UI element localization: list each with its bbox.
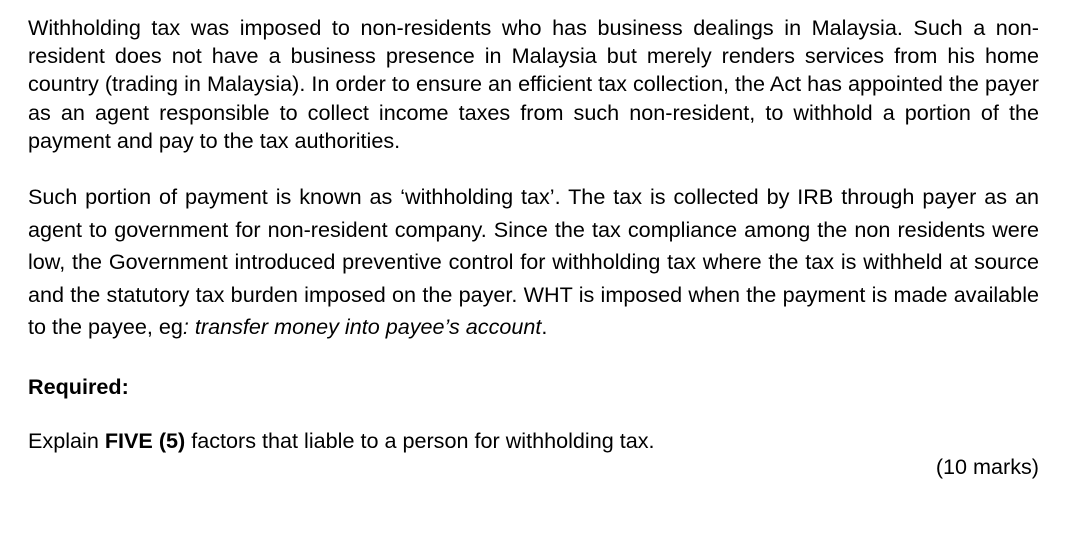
question-emphasis: FIVE (5) bbox=[104, 427, 186, 453]
marks-allocation: (10 marks) bbox=[935, 453, 1039, 479]
intro-paragraph bbox=[28, 14, 1039, 155]
withholding-tax-paragraph bbox=[28, 181, 1039, 344]
intro-paragraph-text: Withholding tax was imposed to non-residents who has business dealings in Malaysia. Such a non-resident does not have a business presence in Malaysia but merely renders services from his home country (trading in Malaysia). In order to ensure an efficient tax collection, the Act has appointed the payer as an agent responsible to collect income taxes from such non-resident, to withhold a portion of the payment and pay to the tax authorities. bbox=[28, 15, 1039, 153]
eg-letter: g bbox=[170, 314, 183, 340]
question-prefix: Explain bbox=[28, 427, 105, 453]
question-suffix: factors that liable to a person for withholding tax. bbox=[185, 427, 655, 453]
withholding-tax-paragraph-text: Such portion of payment is known as ‘withholding tax’. The tax is collected by IRB through payer as an agent to government for non-resident company. Since the tax compliance among the non residents were low, the Government introduced preventive control for withholding tax where the tax is withheld at source and the statutory tax burden imposed on the payer. WHT is imposed when the payment is made available to the payee, e bbox=[28, 184, 1039, 340]
example-italic: : transfer money into payee’s account bbox=[182, 314, 542, 340]
paragraph-period: . bbox=[541, 314, 548, 340]
question-instruction bbox=[28, 425, 1039, 457]
question-document bbox=[28, 14, 1039, 480]
required-heading: Required: bbox=[28, 373, 129, 399]
